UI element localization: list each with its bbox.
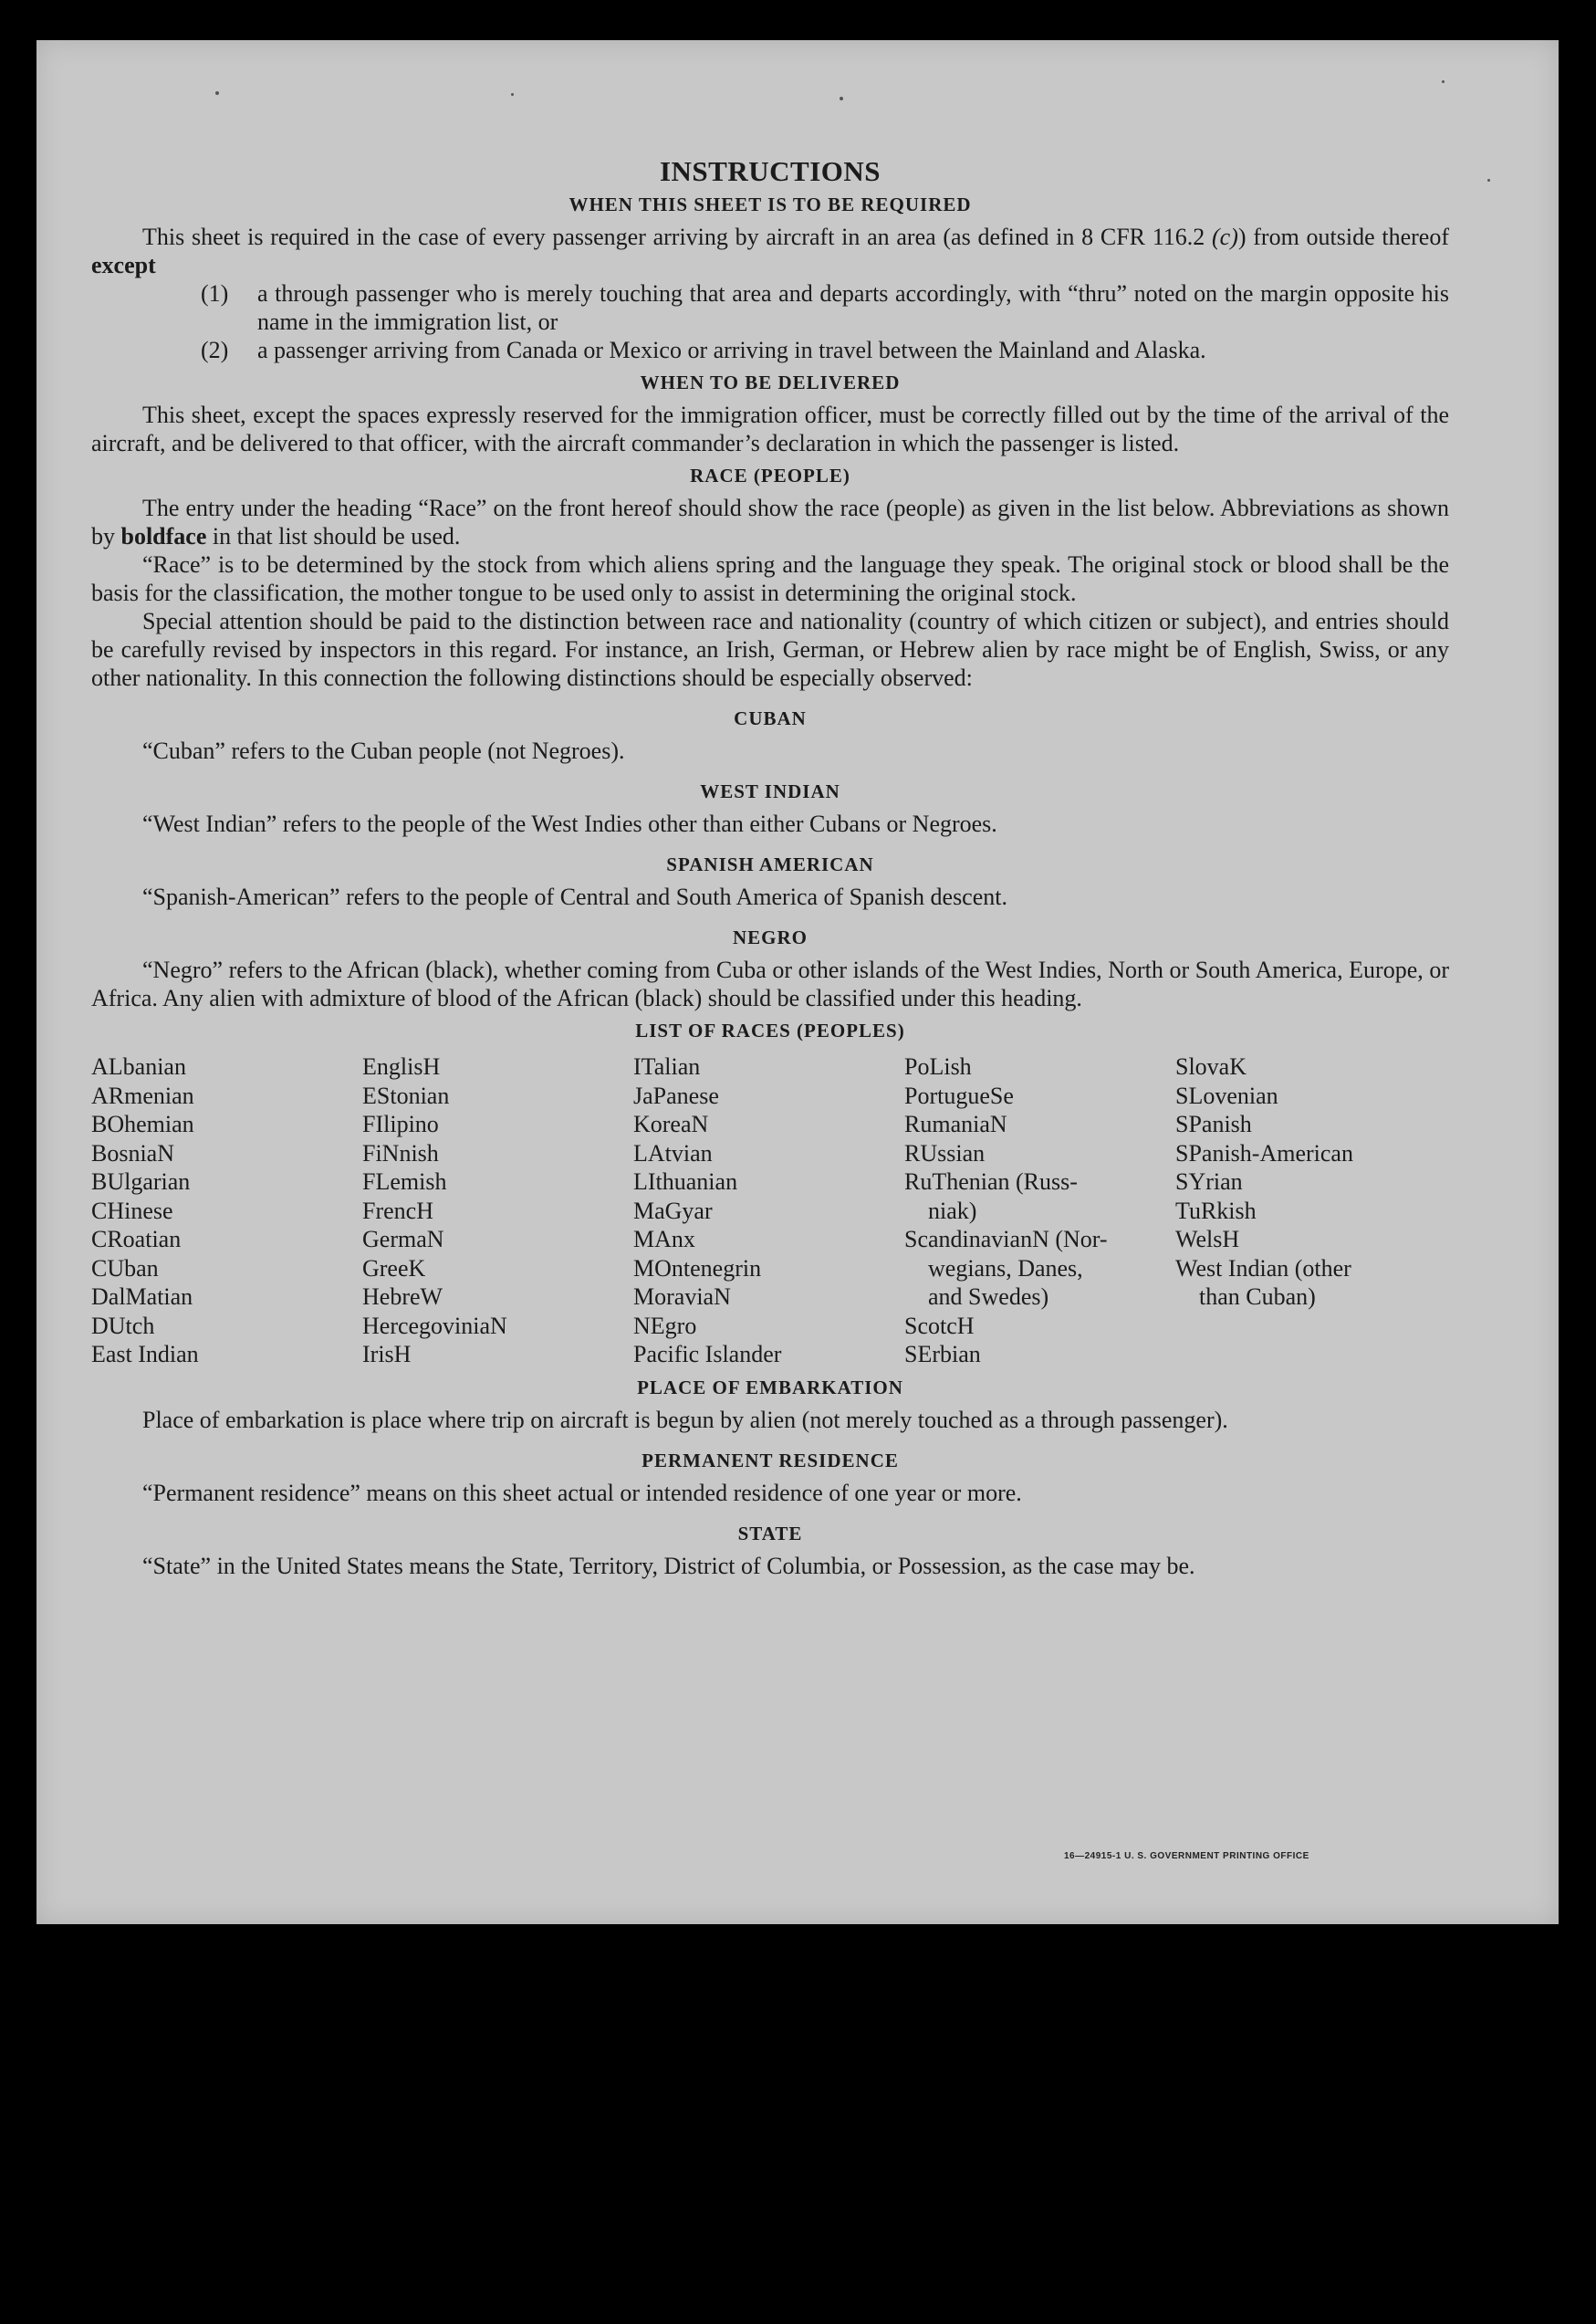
heading-when-required: WHEN THIS SHEET IS TO BE REQUIRED (569, 194, 972, 215)
races-column (1175, 1052, 1446, 1369)
races-column (904, 1052, 1175, 1369)
race-entry: MaGyar (633, 1197, 713, 1224)
heading-race: RACE (PEOPLE) (690, 465, 850, 487)
race-entry: MoraviaN (633, 1283, 731, 1310)
scan-speck (1442, 80, 1445, 83)
race-entry: IrisH (362, 1341, 412, 1367)
paragraph-race-1: The entry under the heading “Race” on the front hereof should show the race (people) as given in the list below. Abbreviations as shown by boldface in that list should be used. (91, 495, 1449, 550)
race-entry: RUssian (904, 1139, 986, 1167)
race-entry: CRoatian (91, 1226, 182, 1252)
races-column (362, 1052, 633, 1369)
paragraph-state: “State” in the United States means the State, Territory, District of Columbia, or Possession, as the case may be. (142, 1552, 1195, 1579)
race-entry: TuRkish (1175, 1197, 1257, 1224)
race-entry: MAnx (633, 1226, 695, 1252)
race-entry: and Swedes) (928, 1283, 1049, 1310)
race-entry: PoLish (904, 1053, 972, 1080)
race-entry: ALbanian (91, 1053, 186, 1080)
paragraph-negro: “Negro” refers to the African (black), whether coming from Cuba or other islands of the West Indies, North or South America, Europe, or Africa. Any alien with admixture of blood of the African (black) should be classified under this heading. (91, 957, 1449, 1011)
heading-list-of-races: LIST OF RACES (PEOPLES) (635, 1020, 905, 1042)
heading-residence: PERMANENT RESIDENCE (642, 1449, 899, 1471)
scan-speck (215, 91, 219, 95)
race-entry: DUtch (91, 1312, 155, 1339)
list-item: (2) a passenger arriving from Canada or Mexico or arriving in travel between the Mainland and Alaska. (201, 337, 1206, 363)
race-entry: Pacific Islander (633, 1341, 782, 1367)
race-entry: CHinese (91, 1197, 173, 1224)
race-entry: WelsH (1175, 1226, 1240, 1252)
race-entry: EStonian (362, 1082, 450, 1109)
printer-imprint: 16—24915-1 U. S. GOVERNMENT PRINTING OFFICE (1064, 1851, 1309, 1861)
race-entry: DalMatian (91, 1283, 193, 1310)
race-entry: GermaN (362, 1226, 444, 1252)
paragraph-residence: “Permanent residence” means on this sheet actual or intended residence of one year or more. (142, 1479, 1022, 1506)
race-entry: RumaniaN (904, 1111, 1007, 1137)
paragraph-cuban: “Cuban” refers to the Cuban people (not Negroes). (142, 738, 625, 764)
race-entry: GreeK (362, 1254, 426, 1282)
heading-west-indian: WEST INDIAN (700, 780, 840, 802)
race-entry: LIthuanian (633, 1168, 738, 1195)
scan-speck (1487, 179, 1490, 182)
race-entry: RuThenian (Russ- (904, 1168, 1078, 1195)
race-entry: HebreW (362, 1283, 443, 1310)
heading-spanish-american: SPANISH AMERICAN (666, 853, 874, 875)
race-entry: SlovaK (1175, 1053, 1247, 1080)
scan-speck (511, 93, 514, 96)
heading-when-delivered: WHEN TO BE DELIVERED (640, 372, 901, 393)
races-column (633, 1052, 904, 1369)
race-entry: ScotcH (904, 1312, 975, 1339)
race-entry: ITalian (633, 1053, 701, 1080)
race-entry: BosniaN (91, 1139, 174, 1167)
race-entry: BUlgarian (91, 1168, 191, 1195)
race-entry: West Indian (other (1175, 1254, 1351, 1282)
race-entry: FIlipino (362, 1111, 439, 1137)
race-entry: JaPanese (633, 1082, 719, 1109)
heading-negro: NEGRO (732, 926, 808, 948)
paragraph-when-required: This sheet is required in the case of every passenger arriving by aircraft in an area (as defined in 8 CFR 116.2 (c)) from outside thereof except (91, 224, 1449, 278)
race-entry: CUban (91, 1254, 159, 1282)
paragraph-race-3: Special attention should be paid to the distinction between race and nationality (country of which citizen or subject), and entries should be carefully revised by inspectors in this regard. For instance, an Irish, German, or Hebrew alien by race might be of English, Swiss, or any other nationality. In this connection the following distinctions should be especially observed: (91, 608, 1449, 691)
race-entry: HercegoviniaN (362, 1312, 507, 1339)
race-entry: SPanish-American (1175, 1139, 1353, 1167)
paragraph-west-indian: “West Indian” refers to the people of the West Indies other than either Cubans or Negroes. (142, 811, 997, 837)
race-entry: ScandinavianN (Nor- (904, 1226, 1108, 1252)
paragraph-spanish-american: “Spanish-American” refers to the people of Central and South America of Spanish descent. (142, 884, 1007, 910)
race-entry: EnglisH (362, 1053, 441, 1080)
races-list (91, 1052, 1449, 1369)
races-column (91, 1052, 362, 1369)
heading-state: STATE (737, 1522, 803, 1544)
heading-embarkation: PLACE OF EMBARKATION (637, 1376, 903, 1398)
race-entry: FiNnish (362, 1139, 439, 1167)
race-entry: niak) (928, 1197, 977, 1224)
race-entry: SErbian (904, 1341, 981, 1367)
race-entry: FrencH (362, 1197, 433, 1224)
race-entry: NEgro (633, 1312, 697, 1339)
race-entry: ARmenian (91, 1082, 194, 1109)
race-entry: SLovenian (1175, 1082, 1278, 1109)
race-entry: MOntenegrin (633, 1254, 762, 1282)
scan-speck (840, 97, 843, 100)
race-entry: FLemish (362, 1168, 447, 1195)
race-entry: SPanish (1175, 1111, 1252, 1137)
race-entry: PortugueSe (904, 1082, 1014, 1109)
paragraph-when-delivered: This sheet, except the spaces expressly reserved for the immigration officer, must be correctly filled out by the time of the arrival of the aircraft, and be delivered to that officer, with the aircraft commander’s declaration in which the passenger is listed. (91, 402, 1449, 456)
paragraph-embarkation: Place of embarkation is place where trip on aircraft is begun by alien (not merely touched as a through passenger). (142, 1406, 1228, 1433)
race-entry: LAtvian (633, 1139, 713, 1167)
race-entry: than Cuban) (1199, 1283, 1316, 1310)
instructions-body (91, 157, 1449, 1580)
document-page (37, 40, 1559, 1924)
paragraph-race-2: “Race” is to be determined by the stock from which aliens spring and the language they speak. The original stock or blood shall be the basis for the classification, the mother tongue to be used only to assist in determining the original stock. (91, 551, 1449, 606)
race-entry: SYrian (1175, 1168, 1243, 1195)
race-entry: East Indian (91, 1341, 199, 1367)
race-entry: wegians, Danes, (928, 1254, 1083, 1282)
race-entry: BOhemian (91, 1111, 194, 1137)
list-item: (1) a through passenger who is merely touching that area and departs accordingly, with “thru” noted on the margin opposite his name in the immigration list, or (201, 280, 1449, 335)
page-title: INSTRUCTIONS (659, 155, 881, 187)
race-entry: KoreaN (633, 1111, 709, 1137)
heading-cuban: CUBAN (734, 707, 807, 729)
